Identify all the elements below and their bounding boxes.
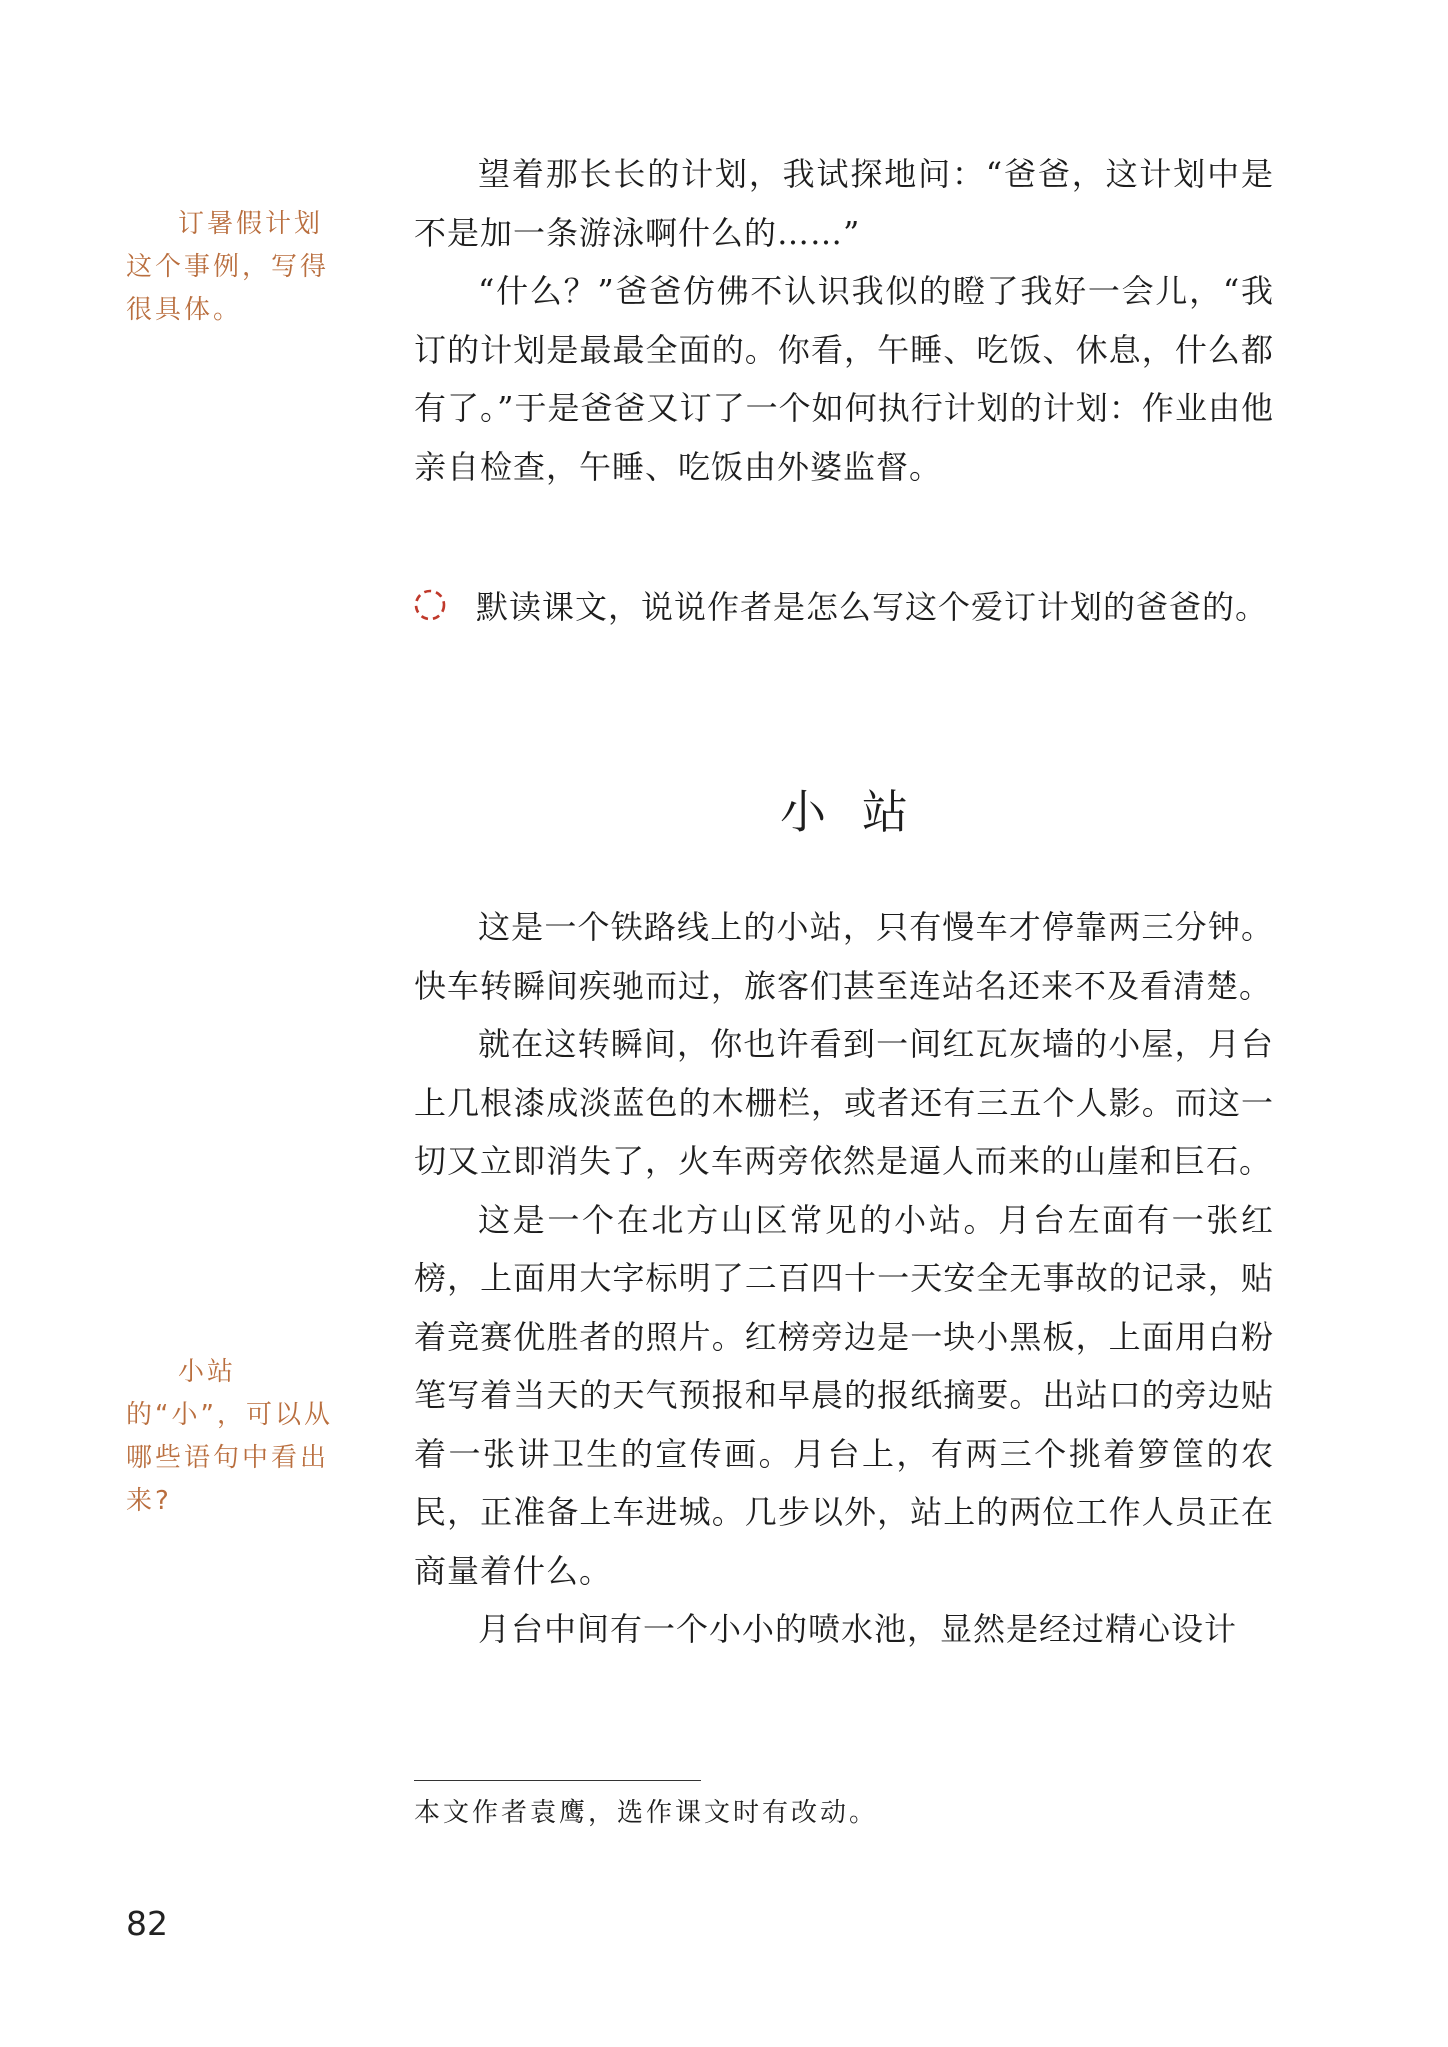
- paragraph: 这是一个铁路线上的小站，只有慢车才停靠两三分钟。快车转瞬间疾驰而过，旅客们甚至连站名还来不及看清楚。: [414, 908, 1274, 1005]
- margin-note-text: 小站的“小”，可以从哪些语句中看出来?: [126, 1357, 333, 1516]
- margin-note-plan: [126, 203, 336, 332]
- lesson-body: [414, 898, 1274, 1659]
- reading-prompt: [412, 580, 1312, 630]
- paragraph: 这是一个在北方山区常见的小站。月台左面有一张红榜，上面用大字标明了二百四十一天安全无事故的记录，贴着竞赛优胜者的照片。红榜旁边是一块小黑板，上面用白粉笔写着当天的天气预报和早晨的报纸摘要。出站口的旁边贴着一张讲卫生的宣传画。月台上，有两三个挑着箩筐的农民，正准备上车进城。几步以外，站上的两位工作人员正在商量着什么。: [414, 1200, 1274, 1590]
- margin-note-text: 订暑假计划这个事例，写得很具体。: [126, 209, 330, 325]
- page-number: 82: [126, 1904, 168, 1943]
- footnote-divider: [414, 1780, 701, 1781]
- lesson-title: 小站: [780, 785, 944, 839]
- paragraph: 望着那长长的计划，我试探地问：“爸爸，这计划中是不是加一条游泳啊什么的……”: [414, 155, 1274, 252]
- dashed-circle-icon: [412, 587, 448, 623]
- paragraph: 月台中间有一个小小的喷水池，显然是经过精心设计: [478, 1610, 1238, 1648]
- paragraph: 就在这转瞬间，你也许看到一间红瓦灰墙的小屋，月台上几根漆成淡蓝色的木栅栏，或者还有三五个人影。而这一切又立即消失了，火车两旁依然是逼人而来的山崖和巨石。: [414, 1025, 1274, 1180]
- margin-note-small-station: [126, 1351, 336, 1523]
- paragraph: “什么？”爸爸仿佛不认识我似的瞪了我好一会儿，“我订的计划是最最全面的。你看，午睡、吃饭、休息，什么都有了。”于是爸爸又订了一个如何执行计划的计划：作业由他亲自检查，午睡、吃饭由外婆监督。: [414, 272, 1274, 486]
- footnote: 本文作者袁鹰，选作课文时有改动。: [414, 1798, 879, 1828]
- passage-continued: [414, 145, 1274, 496]
- prompt-text: 默读课文，说说作者是怎么写这个爱订计划的爸爸的。: [476, 588, 1269, 626]
